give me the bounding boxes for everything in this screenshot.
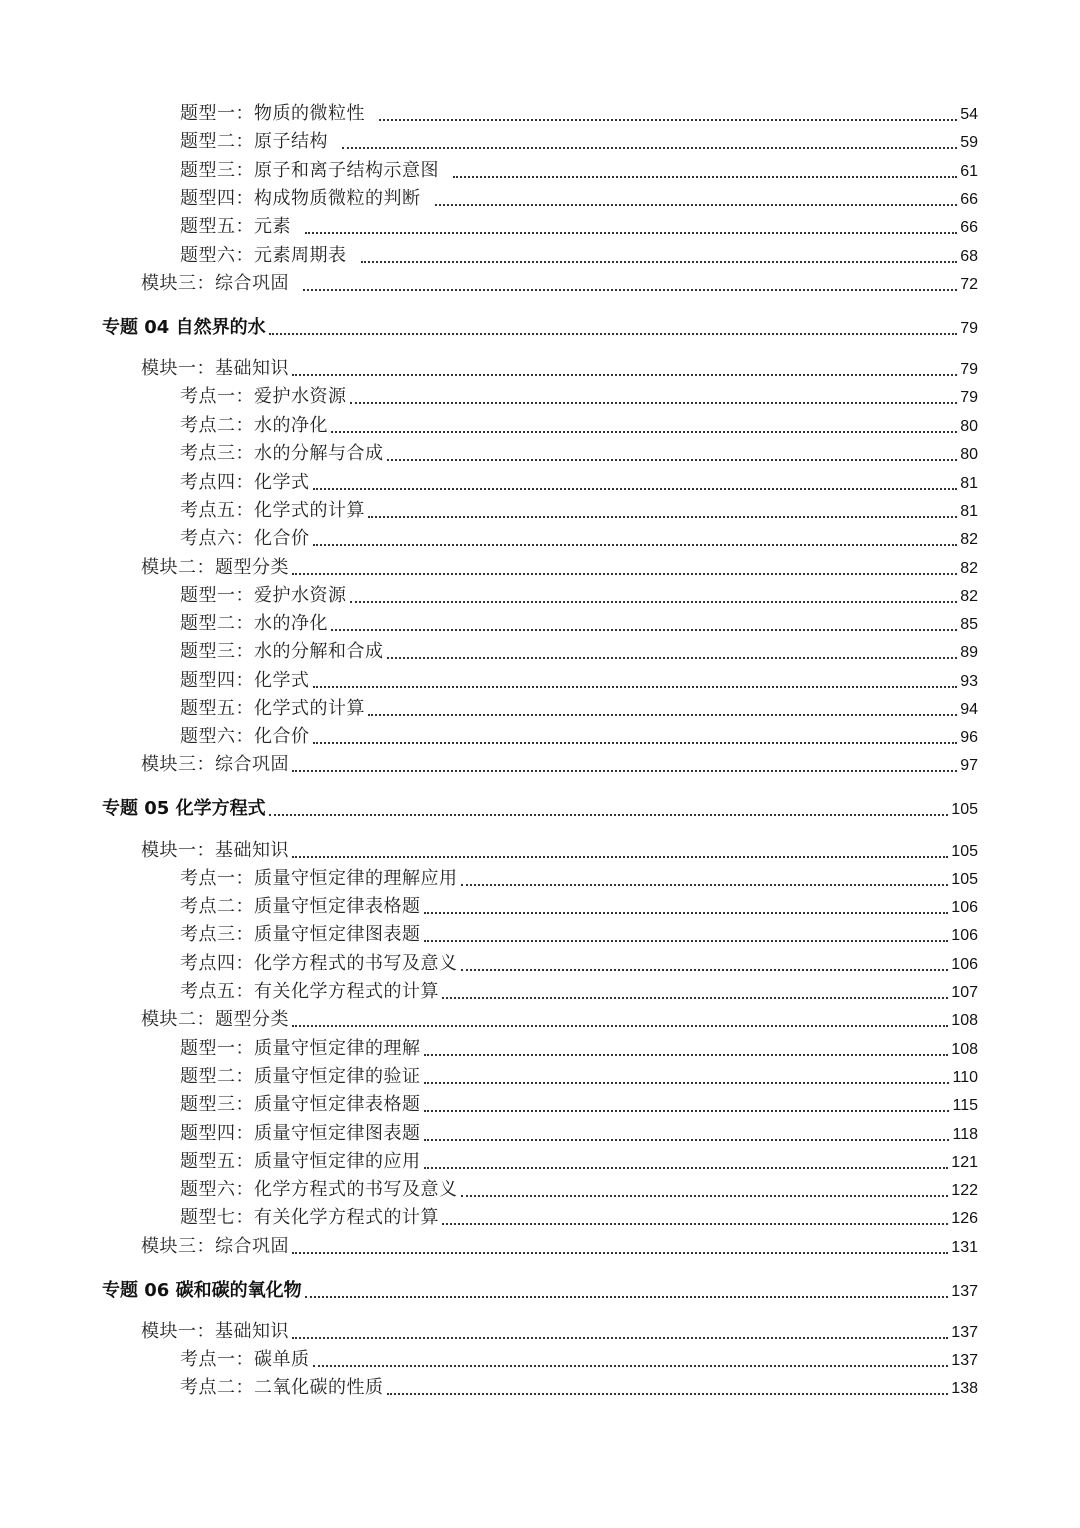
toc-page-number: 85 [960,616,978,633]
toc-page-number: 89 [960,644,978,661]
toc-entry-title: 题型五：元素 [180,216,291,237]
dot-leader [292,770,957,772]
toc-entry-title: 考点五：有关化学方程式的计算 [180,981,439,1002]
toc-entry-title: 模块二：题型分类 [141,1009,289,1030]
toc-item-row[interactable] [180,720,978,748]
toc-item-row[interactable] [180,1117,978,1145]
toc-item-row[interactable] [180,494,978,522]
toc-page-number: 105 [951,801,978,818]
toc-item-row[interactable] [180,466,978,494]
toc-module-row[interactable] [141,1230,978,1258]
toc-page-number: 118 [952,1126,978,1143]
toc-entry-title: 考点四：化学方程式的书写及意义 [180,953,458,974]
toc-item-row[interactable] [180,1343,978,1371]
dot-leader [424,940,949,942]
toc-chapter-row[interactable] [102,792,978,820]
dot-leader [424,912,949,914]
toc-module-row[interactable] [141,834,978,862]
dot-leader [313,544,958,546]
toc-page-number: 79 [960,361,978,378]
toc-module-row[interactable] [141,1003,978,1031]
toc-page-number: 72 [960,276,978,293]
toc-item-row[interactable] [180,635,978,663]
toc-page-number: 126 [951,1210,978,1227]
dot-leader [461,1195,949,1197]
toc-page-number: 79 [960,389,978,406]
toc-item-row[interactable] [180,1173,978,1201]
dot-leader [292,1252,948,1254]
toc-entry-title: 考点一：爱护水资源 [180,386,347,407]
dot-leader [269,333,958,335]
toc-page-number: 108 [951,1012,978,1029]
toc-item-row[interactable] [180,1371,978,1399]
toc-item-row[interactable] [180,380,978,408]
toc-item-row[interactable] [180,664,978,692]
toc-entry-title: 模块一：基础知识 [141,840,289,861]
toc-page-number: 81 [960,475,978,492]
toc-page-number: 93 [960,673,978,690]
toc-page-number: 137 [951,1352,978,1369]
toc-entry-title: 考点二：二氧化碳的性质 [180,1377,384,1398]
dot-leader [292,1337,948,1339]
toc-page-number: 54 [960,106,978,123]
toc-module-row[interactable] [141,352,978,380]
dot-leader [424,1139,950,1141]
dot-leader [424,1054,949,1056]
toc-module-row[interactable] [141,267,978,295]
dot-leader [387,657,958,659]
toc-entry-title: 题型四：构成物质微粒的判断 [180,188,421,209]
dot-leader [292,573,957,575]
dot-leader [292,374,957,376]
toc-item-row[interactable] [180,1145,978,1173]
dot-leader [453,176,957,178]
toc-item-row[interactable] [180,692,978,720]
dot-leader [313,742,958,744]
toc-item-row[interactable] [180,522,978,550]
toc-item-row[interactable] [180,890,978,918]
toc-entry-title: 题型四：质量守恒定律图表题 [180,1123,421,1144]
toc-entry-title: 题型六：元素周期表 [180,245,347,266]
toc-item-row[interactable] [180,97,978,125]
toc-entry-title: 题型三：原子和离子结构示意图 [180,160,439,181]
toc-entry-title: 考点二：水的净化 [180,415,328,436]
dot-leader [368,714,957,716]
toc-page-number: 80 [960,446,978,463]
toc-page-number: 115 [952,1097,978,1114]
toc-page-number: 122 [951,1182,978,1199]
dot-leader [303,289,957,291]
toc-entry-title: 专题 06 碳和碳的氧化物 [102,1280,302,1301]
toc-page-number: 96 [960,729,978,746]
toc-item-row[interactable] [180,947,978,975]
dot-leader [387,459,958,461]
toc-page-number: 131 [951,1239,978,1256]
dot-leader [305,232,957,234]
dot-leader [350,402,958,404]
dot-leader [313,488,958,490]
toc-item-row[interactable] [180,182,978,210]
toc-entry-title: 题型一：物质的微粒性 [180,103,365,124]
toc-entry-title: 专题 04 自然界的水 [102,317,266,338]
toc-entry-title: 题型三：质量守恒定律表格题 [180,1094,421,1115]
toc-entry-title: 考点六：化合价 [180,528,310,549]
toc-entry-title: 考点三：水的分解与合成 [180,443,384,464]
toc-item-row[interactable] [180,1060,978,1088]
dot-leader [331,629,957,631]
toc-page-number: 82 [960,588,978,605]
dot-leader [424,1110,950,1112]
toc-page-number: 66 [960,219,978,236]
toc-page-number: 59 [960,134,978,151]
toc-item-row[interactable] [180,154,978,182]
toc-entry-title: 考点五：化学式的计算 [180,500,365,521]
toc-module-row[interactable] [141,748,978,776]
dot-leader [424,1082,950,1084]
toc-item-row[interactable] [180,1032,978,1060]
dot-leader [292,1025,948,1027]
toc-page-number: 105 [951,843,978,860]
toc-entry-title: 题型二：质量守恒定律的验证 [180,1066,421,1087]
toc-entry-title: 模块三：综合巩固 [141,754,289,775]
toc-chapter-row[interactable] [102,1274,978,1302]
toc-page-number: 107 [951,984,978,1001]
dot-leader [368,516,957,518]
dot-leader [461,884,949,886]
toc-item-row[interactable] [180,437,978,465]
toc-entry-title: 题型一：爱护水资源 [180,585,347,606]
toc-item-row[interactable] [180,1088,978,1116]
toc-chapter-row[interactable] [102,311,978,339]
toc-page-number: 61 [960,163,978,180]
toc-entry-title: 题型六：化学方程式的书写及意义 [180,1179,458,1200]
toc-page-number: 97 [960,757,978,774]
toc-entry-title: 模块三：综合巩固 [141,1236,289,1257]
dot-leader [435,204,957,206]
toc-entry-title: 考点一：碳单质 [180,1349,310,1370]
toc-entry-title: 模块二：题型分类 [141,557,289,578]
toc-item-row[interactable] [180,1201,978,1229]
dot-leader [379,119,957,121]
toc-entry-title: 模块一：基础知识 [141,1321,289,1342]
toc-item-row[interactable] [180,125,978,153]
toc-entry-title: 题型六：化合价 [180,726,310,747]
toc-page-number: 66 [960,191,978,208]
toc-entry-title: 考点三：质量守恒定律图表题 [180,924,421,945]
toc-item-row[interactable] [180,975,978,1003]
toc-page-number: 82 [960,531,978,548]
dot-leader [313,686,958,688]
dot-leader [361,261,957,263]
toc-page-number: 79 [960,320,978,337]
toc-entry-title: 题型七：有关化学方程式的计算 [180,1207,439,1228]
toc-page-number: 105 [951,871,978,888]
toc-page-number: 108 [951,1041,978,1058]
dot-leader [442,997,948,999]
toc-entry-title: 考点四：化学式 [180,472,310,493]
dot-leader [292,856,948,858]
toc-module-row[interactable] [141,1315,978,1343]
toc-page-number: 110 [952,1069,978,1086]
toc-entry-title: 题型二：原子结构 [180,131,328,152]
toc-entry-title: 模块一：基础知识 [141,358,289,379]
toc-entry-title: 题型五：质量守恒定律的应用 [180,1151,421,1172]
toc-page-number: 80 [960,418,978,435]
dot-leader [342,147,957,149]
toc-page-number: 137 [951,1283,978,1300]
toc-page-number: 68 [960,248,978,265]
toc-entry-title: 题型四：化学式 [180,670,310,691]
toc-item-row[interactable] [180,579,978,607]
toc-item-row[interactable] [180,210,978,238]
toc-item-row[interactable] [180,409,978,437]
toc-page-number: 138 [951,1380,978,1397]
dot-leader [305,1296,949,1298]
toc-module-row[interactable] [141,551,978,579]
toc-entry-title: 模块三：综合巩固 [141,273,289,294]
toc-entry-title: 题型五：化学式的计算 [180,698,365,719]
toc-item-row[interactable] [180,862,978,890]
toc-entry-title: 题型三：水的分解和合成 [180,641,384,662]
toc-item-row[interactable] [180,239,978,267]
toc-page-number: 137 [951,1324,978,1341]
toc-page-number: 106 [951,899,978,916]
dot-leader [313,1365,949,1367]
dot-leader [269,814,949,816]
dot-leader [424,1167,949,1169]
toc-page-number: 81 [960,503,978,520]
toc-item-row[interactable] [180,918,978,946]
toc-entry-title: 考点一：质量守恒定律的理解应用 [180,868,458,889]
toc-entry-title: 题型二：水的净化 [180,613,328,634]
toc-entry-title: 考点二：质量守恒定律表格题 [180,896,421,917]
dot-leader [350,601,958,603]
toc-page-number: 94 [960,701,978,718]
toc-page-number: 121 [951,1154,978,1171]
toc-entry-title: 专题 05 化学方程式 [102,798,266,819]
toc-item-row[interactable] [180,607,978,635]
dot-leader [387,1393,949,1395]
dot-leader [331,431,957,433]
toc-page-number: 106 [951,927,978,944]
toc-page-number: 106 [951,956,978,973]
dot-leader [461,969,949,971]
toc-page-number: 82 [960,560,978,577]
dot-leader [442,1223,948,1225]
toc-entry-title: 题型一：质量守恒定律的理解 [180,1038,421,1059]
